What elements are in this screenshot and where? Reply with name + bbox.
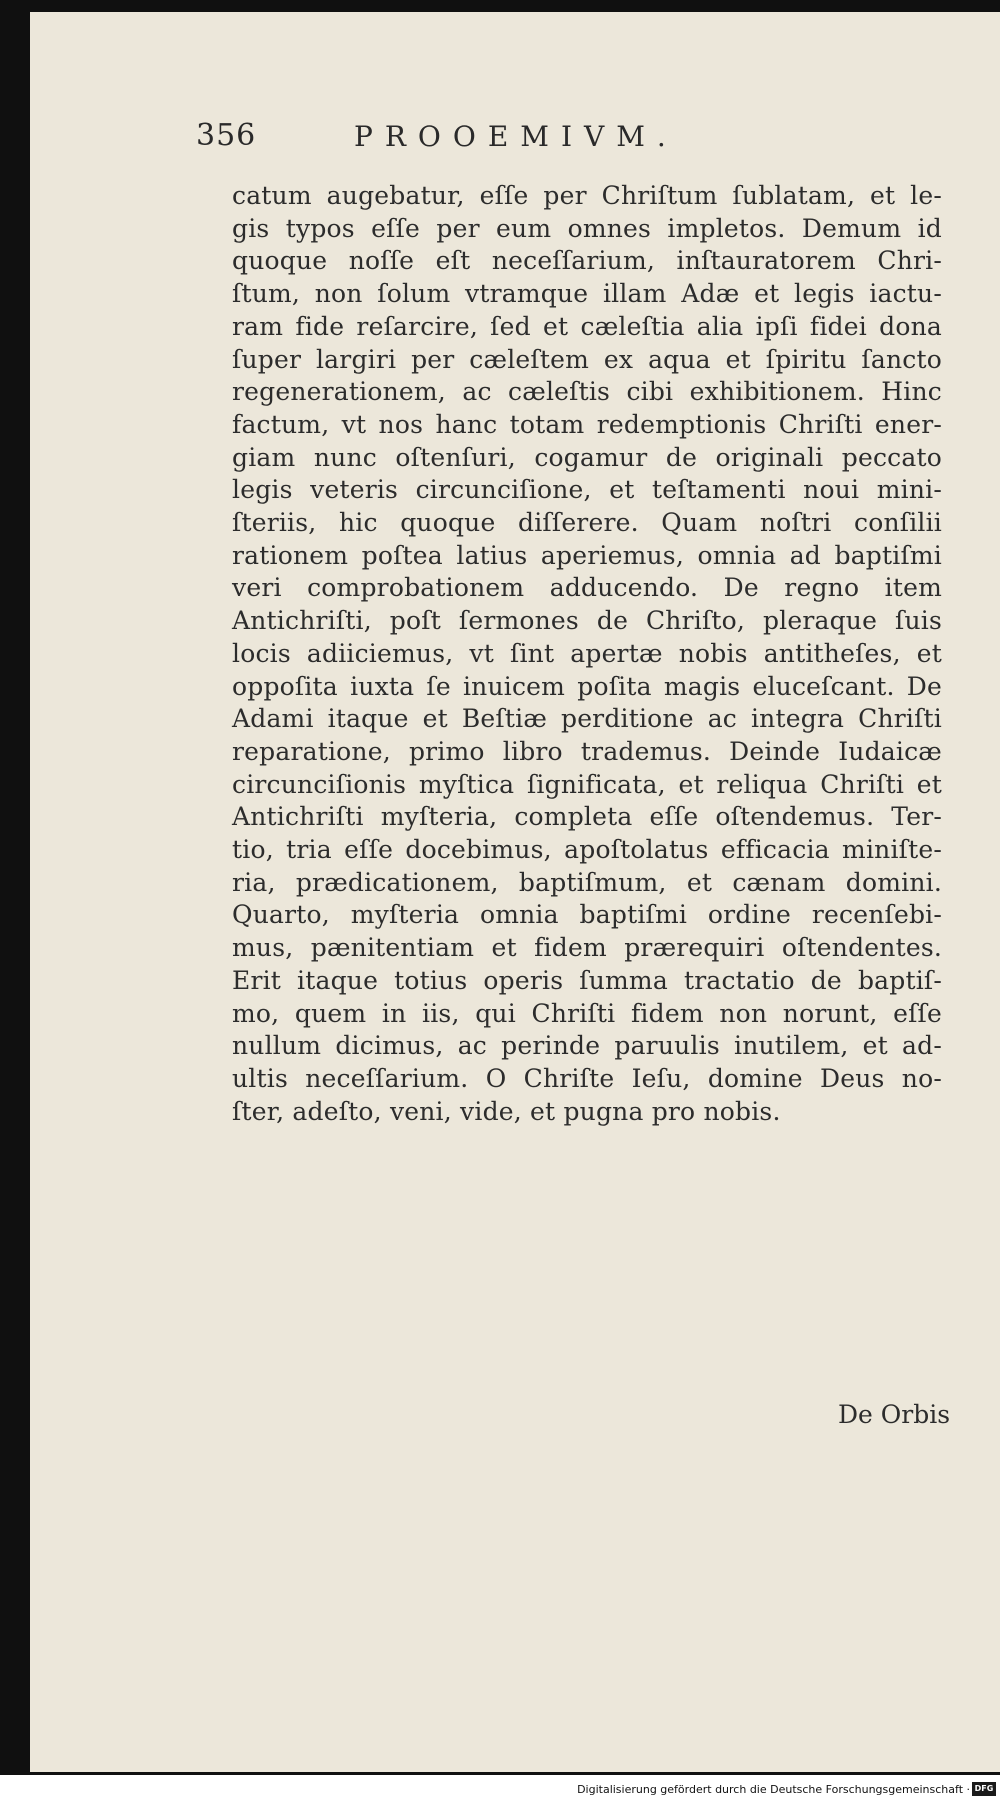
text-line: gis typos eſſe per eum omnes impletos. Demum id [232,213,942,243]
page-header [196,118,766,158]
footer [577,1781,998,1799]
text-line: ſter, adeſto, veni, vide, et pugna pro nobis. [232,1096,781,1126]
text-line: oppoſita iuxta ſe inuicem poſita magis eluceſcant. De [232,671,942,701]
running-head: PROOEMIVM. [354,120,678,153]
text-line: quoque noſſe eſt neceſſarium, inſtauratorem Chri- [232,246,942,276]
text-line: locis adiiciemus, vt ſint apertæ nobis antitheſes, et [232,638,942,668]
text-line: factum, vt nos hanc totam redemptionis Chriſti ener- [232,409,942,439]
text-line: ſtum, non ſolum vtramque illam Adæ et legis iactu- [232,279,942,309]
text-line: legis veteris circunciſione, et teſtamenti noui mini- [232,475,942,505]
page-number: 356 [196,118,257,153]
text-line: catum augebatur, eſſe per Chriſtum ſublatam, et le- [232,181,942,210]
text-line: mo, quem in iis, qui Chriſti fidem non norunt, eſſe [232,998,942,1028]
text-line: Erit itaque totius operis ſumma tractatio de baptiſ- [232,965,942,995]
text-line: ram fide reſarcire, ſed et cæleſtia alia ipſi fidei dona [232,311,942,341]
text-line: rationem poſtea latius aperiemus, omnia ad baptiſmi [232,540,942,570]
text-line: ſuper largiri per cæleſtem ex aqua et ſpiritu ſancto [232,344,942,374]
footer-credit: Digitalisierung gefördert durch die Deutsche Forschungsgemeinschaft · [577,1783,970,1796]
text-line: Adami itaque et Beſtiæ perditione ac integra Chriſti [232,704,942,734]
text-line: nullum dicimus, ac perinde paruulis inutilem, et ad- [232,1031,942,1061]
catchword: De Orbis [838,1400,951,1429]
text-line: veri comprobationem adducendo. De regno item [232,573,942,603]
text-line: regenerationem, ac cæleſtis cibi exhibitionem. Hinc [232,377,942,407]
text-line: ſteriis, hic quoque diſſerere. Quam noſtri conſilii [232,508,942,537]
text-line: giam nunc oſtenſuri, cogamur de originali peccato [232,442,942,472]
text-line: Antichriſti, poſt ſermones de Chriſto, pleraque ſuis [232,606,942,636]
dfg-logo: DFG [972,1782,996,1796]
text-line: ria, prædicationem, baptiſmum, et cænam domini. [232,867,942,897]
text-line: Antichriſti myſteria, completa eſſe oſtendemus. Ter- [232,802,942,832]
text-line: ultis neceſſarium. O Chriſte Ieſu, domine Deus no- [232,1063,942,1093]
text-line: circunciſionis myſtica ſignificata, et reliqua Chriſti et [232,769,942,799]
text-line: tio, tria eſſe docebimus, apoſtolatus efficacia miniſte- [232,835,942,864]
text-line: Quarto, myſteria omnia baptiſmi ordine recenſebi- [232,900,942,930]
text-line: reparatione, primo libro trademus. Deinde Iudaicæ [232,736,942,766]
text-line: mus, pænitentiam et fidem prærequiri oſtendentes. [232,933,942,963]
